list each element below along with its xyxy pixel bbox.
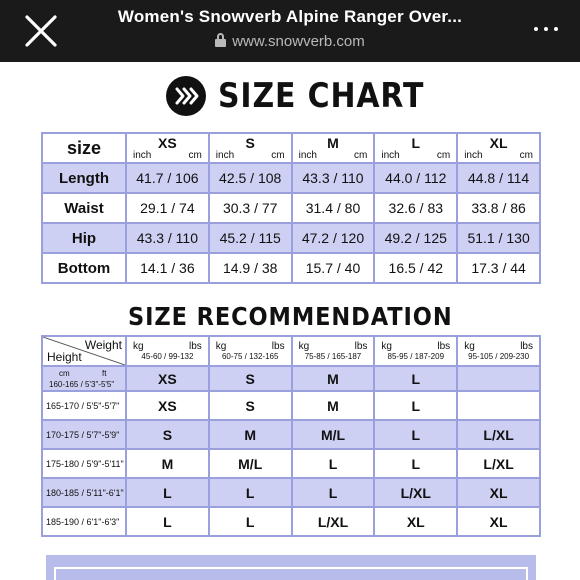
table-cell: 43.3 / 110: [292, 163, 375, 193]
table-cell: 30.3 / 77: [209, 193, 292, 223]
unit-inch: inch: [464, 149, 483, 161]
unit-lbs: lbs: [354, 340, 368, 352]
more-icon[interactable]: [532, 18, 560, 40]
table-cell: L/XL: [292, 507, 375, 536]
size-header-m: [292, 133, 375, 163]
table-cell: M: [292, 366, 375, 391]
double-chevron-right-icon: [166, 76, 206, 116]
weight-header-row: [42, 336, 540, 366]
table-row: [42, 420, 540, 449]
height-range: 160-165 / 5'3"-5'5": [49, 380, 115, 389]
page-title: Women's Snowverb Alpine Ranger Over...: [117, 7, 463, 26]
table-cell: L/XL: [374, 478, 457, 507]
table-cell: 41.7 / 106: [126, 163, 209, 193]
weight-range: 75-85 / 165-187: [304, 351, 362, 361]
weight-header: [126, 336, 209, 366]
table-cell: M: [209, 420, 292, 449]
table-cell: L: [374, 420, 457, 449]
size-header-xs: [126, 133, 209, 163]
table-cell: M: [126, 449, 209, 478]
table-cell: 42.5 / 108: [209, 163, 292, 193]
table-row: [42, 253, 540, 283]
table-cell: 14.1 / 36: [126, 253, 209, 283]
height-label: Height: [47, 350, 82, 364]
row-label-waist: Waist: [42, 193, 126, 223]
lock-icon: [215, 33, 226, 47]
bottom-panel-frame: [54, 567, 528, 580]
table-cell: L/XL: [457, 420, 540, 449]
size-chart-table: [41, 132, 541, 284]
table-cell: L: [126, 478, 209, 507]
unit-kg: kg: [215, 340, 227, 352]
unit-lbs: lbs: [271, 340, 285, 352]
size-label: size: [42, 133, 126, 163]
unit-kg: kg: [381, 340, 392, 352]
size-chart-title: SIZE CHART: [218, 76, 425, 116]
table-cell: XL: [374, 507, 457, 536]
weight-range: 95-105 / 209-230: [468, 351, 530, 361]
table-row: [42, 391, 540, 420]
table-cell: XL: [457, 478, 540, 507]
bottom-panel: [46, 555, 536, 580]
unit-lbs: lbs: [437, 340, 451, 352]
unit-lbs: lbs: [189, 340, 202, 352]
table-cell: 14.9 / 38: [209, 253, 292, 283]
table-row: [42, 478, 540, 507]
table-cell: S: [126, 420, 209, 449]
unit-ft: ft: [102, 369, 107, 378]
table-row: [42, 449, 540, 478]
table-cell: M/L: [209, 449, 292, 478]
size-recommendation-title: SIZE RECOMMENDATION: [127, 302, 453, 331]
weight-header: [292, 336, 375, 366]
height-range: 175-180 / 5'9"-5'11": [42, 449, 126, 478]
unit-lbs: lbs: [520, 340, 533, 352]
table-cell: 29.1 / 74: [126, 193, 209, 223]
table-cell: L: [209, 478, 292, 507]
weight-range: 60-75 / 132-165: [221, 351, 279, 361]
table-row: [42, 366, 540, 391]
unit-inch: inch: [133, 149, 152, 161]
row-label-bottom: Bottom: [42, 253, 126, 283]
table-cell: L/XL: [457, 449, 540, 478]
unit-cm: cm: [354, 149, 368, 161]
size-name: XS: [158, 134, 177, 151]
table-cell: 16.5 / 42: [374, 253, 457, 283]
size-header-l: [374, 133, 457, 163]
table-cell: XL: [457, 507, 540, 536]
weight-header: [457, 336, 540, 366]
unit-cm: cm: [271, 149, 285, 161]
table-row: [42, 507, 540, 536]
table-cell: L: [126, 507, 209, 536]
table-cell: 17.3 / 44: [457, 253, 540, 283]
table-cell: 51.1 / 130: [457, 223, 540, 253]
table-cell: 44.8 / 114: [457, 163, 540, 193]
unit-cm: cm: [436, 149, 451, 161]
unit-cm: cm: [59, 369, 70, 378]
table-cell: [457, 366, 540, 391]
table-row: [42, 193, 540, 223]
table-cell: S: [209, 391, 292, 420]
size-name: L: [411, 134, 421, 151]
table-cell: L: [292, 478, 375, 507]
height-cell: [42, 366, 126, 391]
height-range: 180-185 / 5'11"-6'1": [42, 478, 126, 507]
size-header-xl: [457, 133, 540, 163]
size-header-s: [209, 133, 292, 163]
table-cell: 47.2 / 120: [292, 223, 375, 253]
table-cell: L: [374, 449, 457, 478]
height-range: 170-175 / 5'7"-5'9": [42, 420, 126, 449]
weight-range: 85-95 / 187-209: [387, 351, 445, 361]
size-name: M: [327, 134, 339, 151]
table-cell: L: [209, 507, 292, 536]
table-row: [42, 163, 540, 193]
table-cell: 45.2 / 115: [209, 223, 292, 253]
size-name: XL: [489, 134, 508, 151]
table-cell: M: [292, 391, 375, 420]
weight-header: [374, 336, 457, 366]
table-cell: 15.7 / 40: [292, 253, 375, 283]
table-cell: 49.2 / 125: [374, 223, 457, 253]
unit-kg: kg: [133, 340, 144, 352]
table-cell: 43.3 / 110: [126, 223, 209, 253]
row-label-length: Length: [42, 163, 126, 193]
table-cell: XS: [126, 366, 209, 391]
size-recommendation-table: [41, 335, 541, 537]
height-range: 185-190 / 6'1"-6'3": [42, 507, 126, 536]
weight-range: 45-60 / 99-132: [141, 351, 194, 361]
table-cell: XS: [126, 391, 209, 420]
table-cell: M/L: [292, 420, 375, 449]
browser-top-bar: [0, 0, 580, 62]
table-cell: 33.8 / 86: [457, 193, 540, 223]
unit-inch: inch: [298, 149, 317, 161]
table-row: [42, 223, 540, 253]
table-cell: 31.4 / 80: [292, 193, 375, 223]
unit-inch: inch: [381, 149, 400, 161]
table-cell: S: [209, 366, 292, 391]
url-display[interactable]: [0, 33, 580, 50]
size-name: S: [245, 134, 255, 151]
weight-label: Weight: [84, 338, 122, 352]
row-label-hip: Hip: [42, 223, 126, 253]
size-chart-header-row: [42, 133, 540, 163]
table-cell: L: [374, 391, 457, 420]
unit-cm: cm: [519, 149, 533, 161]
table-cell: 44.0 / 112: [374, 163, 457, 193]
weight-height-corner: [42, 336, 126, 366]
weight-header: [209, 336, 292, 366]
table-cell: L: [374, 366, 457, 391]
size-chart-heading: [0, 76, 580, 120]
unit-cm: cm: [188, 149, 202, 161]
size-recommendation-heading: [0, 300, 580, 334]
url-text: www.snowverb.com: [232, 33, 365, 50]
unit-kg: kg: [298, 340, 310, 352]
height-range: 165-170 / 5'5"-5'7": [42, 391, 126, 420]
unit-kg: kg: [464, 340, 475, 352]
table-cell: 32.6 / 83: [374, 193, 457, 223]
table-cell: [457, 391, 540, 420]
unit-inch: inch: [215, 149, 235, 161]
table-cell: L: [292, 449, 375, 478]
